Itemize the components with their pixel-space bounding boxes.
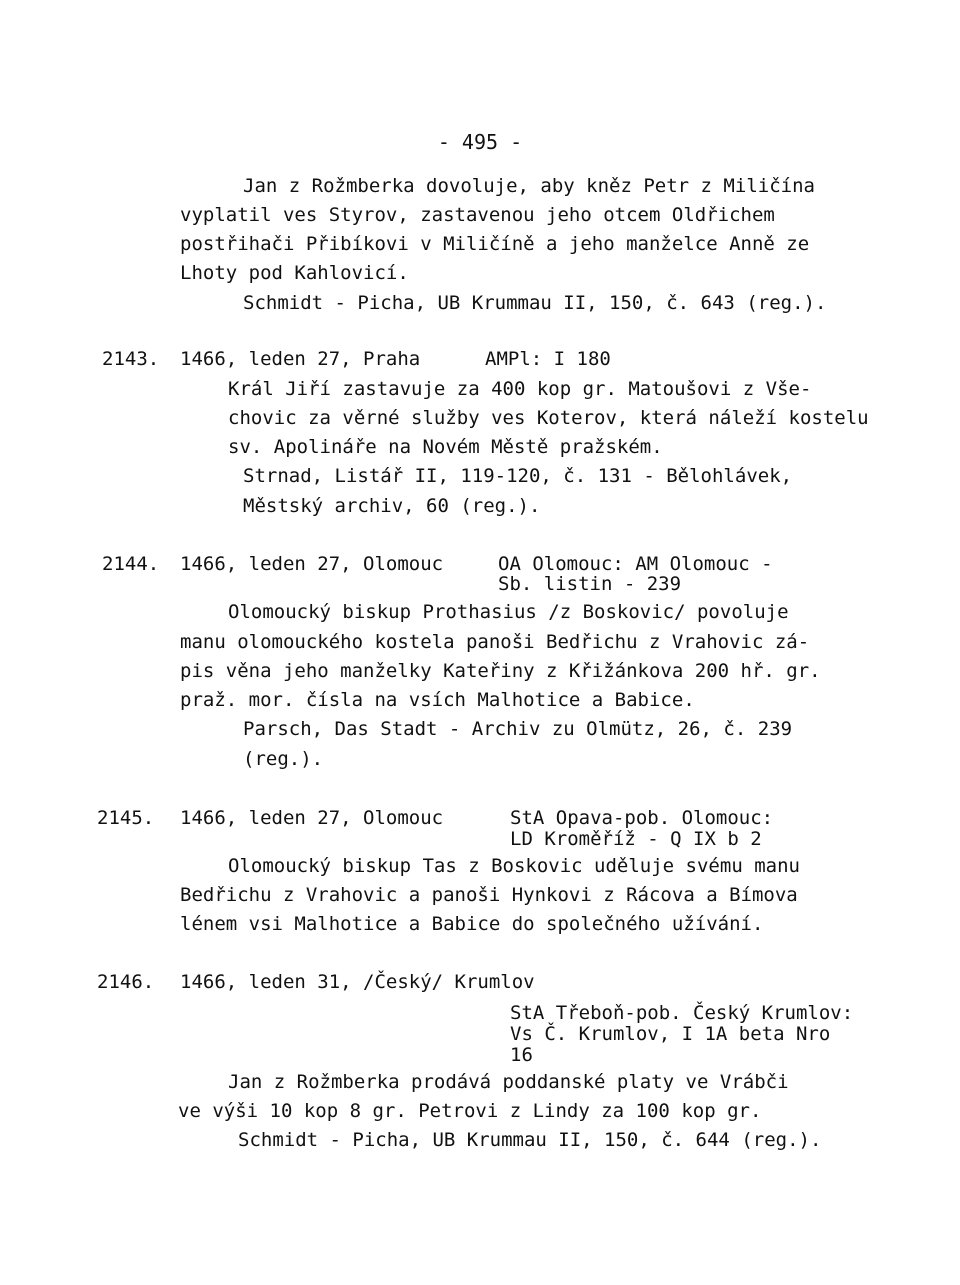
intro-text-line: Jan z Rožmberka dovoluje, aby kněz Petr z Miličína [243, 175, 815, 197]
entry-text-line: chovic za věrné služby ves Koterov, která náleží kostelu [228, 407, 869, 429]
entry-text-line: ve výši 10 kop 8 gr. Petrovi z Lindy za 100 kop gr. [178, 1100, 762, 1122]
entry-date-place: 1466, leden 31, /Český/ Krumlov [180, 971, 535, 993]
entry-citation-line: (reg.). [243, 748, 324, 770]
intro-citation: Schmidt - Picha, UB Krummau II, 150, č. 643 (reg.). [243, 292, 827, 314]
entry-number: 2144. [102, 553, 160, 575]
entry-number: 2143. [102, 348, 160, 370]
entry-number: 2145. [97, 807, 155, 829]
entry-date-place: 1466, leden 27, Praha [180, 348, 421, 370]
entry-date-place: 1466, leden 27, Olomouc [180, 553, 444, 575]
entry-text-line: Olomoucký biskup Tas z Boskovic uděluje svému manu [228, 855, 800, 877]
entry-text-line: Jan z Rožmberka prodává poddanské platy ve Vrábči [228, 1071, 789, 1093]
entry-archive-line: Vs Č. Krumlov, I 1A beta Nro [510, 1023, 831, 1045]
entry-archive-line: Sb. listin - 239 [498, 573, 682, 595]
entry-text-line: Král Jiří zastavuje za 400 kop gr. Matoušovi z Vše- [228, 378, 812, 400]
entry-text-line: sv. Apolináře na Novém Městě pražském. [228, 436, 663, 458]
entry-citation-line: Parsch, Das Stadt - Archiv zu Olmütz, 26, č. 239 [243, 718, 793, 740]
entry-archive-line: StA Třeboň-pob. Český Krumlov: [510, 1002, 854, 1024]
entry-archive-line: 16 [510, 1044, 533, 1066]
intro-text-line: Lhoty pod Kahlovicí. [180, 262, 409, 284]
entry-archive-line: StA Opava-pob. Olomouc: [510, 807, 774, 829]
entry-text-line: manu olomouckého kostela panoši Bedřichu z Vrahovic zá- [180, 631, 810, 653]
entry-archive-line: OA Olomouc: AM Olomouc - [498, 553, 773, 575]
entry-citation-line: Městský archiv, 60 (reg.). [243, 495, 541, 517]
entry-text-line: pis věna jeho manželky Kateřiny z Křižánkova 200 hř. gr. [180, 660, 821, 682]
entry-text-line: Olomoucký biskup Prothasius /z Boskovic/ povoluje [228, 601, 789, 623]
entry-archive-line: AMPl: I 180 [485, 348, 611, 370]
intro-text-line: postřihači Přibíkovi v Miličíně a jeho manželce Anně ze [180, 233, 810, 255]
entry-archive-line: LD Kroměříž - Q IX b 2 [510, 828, 762, 850]
intro-text-line: vyplatil ves Styrov, zastavenou jeho otcem Oldřichem [180, 204, 775, 226]
entry-citation-line: Strnad, Listář II, 119-120, č. 131 - Bělohlávek, [243, 465, 793, 487]
page-number: - 495 - [437, 130, 523, 154]
entry-text-line: praž. mor. čísla na vsích Malhotice a Babice. [180, 689, 695, 711]
entry-citation-line: Schmidt - Picha, UB Krummau II, 150, č. 644 (reg.). [238, 1129, 822, 1151]
entry-text-line: Bedřichu z Vrahovic a panoši Hynkovi z Rácova a Bímova [180, 884, 798, 906]
entry-number: 2146. [97, 971, 155, 993]
entry-date-place: 1466, leden 27, Olomouc [180, 807, 444, 829]
entry-text-line: lénem vsi Malhotice a Babice do společného užívání. [180, 913, 764, 935]
